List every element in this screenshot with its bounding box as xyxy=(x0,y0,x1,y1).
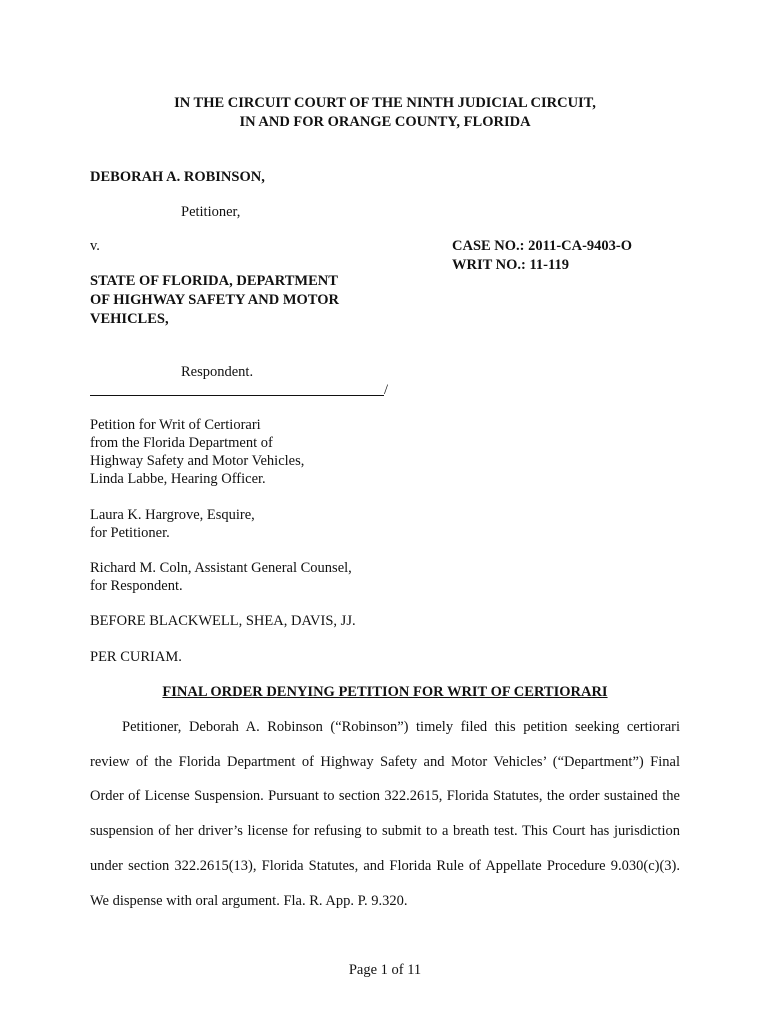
caption-divider xyxy=(90,395,384,396)
writ-number: WRIT NO.: 11-119 xyxy=(452,257,569,273)
court-header-line-1: IN THE CIRCUIT COURT OF THE NINTH JUDICIAL CIRCUIT, xyxy=(174,95,596,111)
petition-info-line-4: Linda Labbe, Hearing Officer. xyxy=(90,471,266,487)
petitioner-label: Petitioner, xyxy=(181,204,241,220)
petitioner-counsel-role: for Petitioner. xyxy=(90,525,170,541)
respondent-name-line-1: STATE OF FLORIDA, DEPARTMENT xyxy=(90,273,338,289)
petition-info-line-2: from the Florida Department of xyxy=(90,435,273,451)
petition-info-line-3: Highway Safety and Motor Vehicles, xyxy=(90,453,305,469)
caption-slash: / xyxy=(384,382,389,398)
respondent-name-line-2: OF HIGHWAY SAFETY AND MOTOR xyxy=(90,292,339,308)
respondent-name-line-3: VEHICLES, xyxy=(90,311,169,327)
order-title: FINAL ORDER DENYING PETITION FOR WRIT OF CERTIORARI xyxy=(162,684,608,700)
petitioner-counsel-name: Laura K. Hargrove, Esquire, xyxy=(90,507,255,523)
per-curiam: PER CURIAM. xyxy=(90,649,182,665)
page-number: Page 1 of 11 xyxy=(348,962,422,978)
respondent-label: Respondent. xyxy=(181,364,254,380)
panel-line: BEFORE BLACKWELL, SHEA, DAVIS, JJ. xyxy=(90,613,356,629)
petition-info-line-1: Petition for Writ of Certiorari xyxy=(90,417,261,433)
petitioner-name: DEBORAH A. ROBINSON, xyxy=(90,169,265,185)
case-number: CASE NO.: 2011-CA-9403-O xyxy=(452,238,633,254)
respondent-counsel-name: Richard M. Coln, Assistant General Counsel, xyxy=(90,560,352,576)
body-paragraph: Petitioner, Deborah A. Robinson (“Robinson”) timely filed this petition seeking certiorari review of the Florida Department of Highway Safety and Motor Vehicles’ (“Department”) Final Order of License Suspension. Pursuant to section 322.2615, Florida Statutes, the order sustained the suspension of her driver’s license for refusing to submit to a breath test. This Court has jurisdiction under section 322.2615(13), Florida Statutes, and Florida Rule of Appellate Procedure 9.030(c)(3). We dispense with oral argument. Fla. R. App. P. 9.320. xyxy=(90,719,680,909)
court-header-line-2: IN AND FOR ORANGE COUNTY, FLORIDA xyxy=(239,114,531,130)
versus-text: v. xyxy=(90,238,100,254)
respondent-counsel-role: for Respondent. xyxy=(90,578,183,594)
